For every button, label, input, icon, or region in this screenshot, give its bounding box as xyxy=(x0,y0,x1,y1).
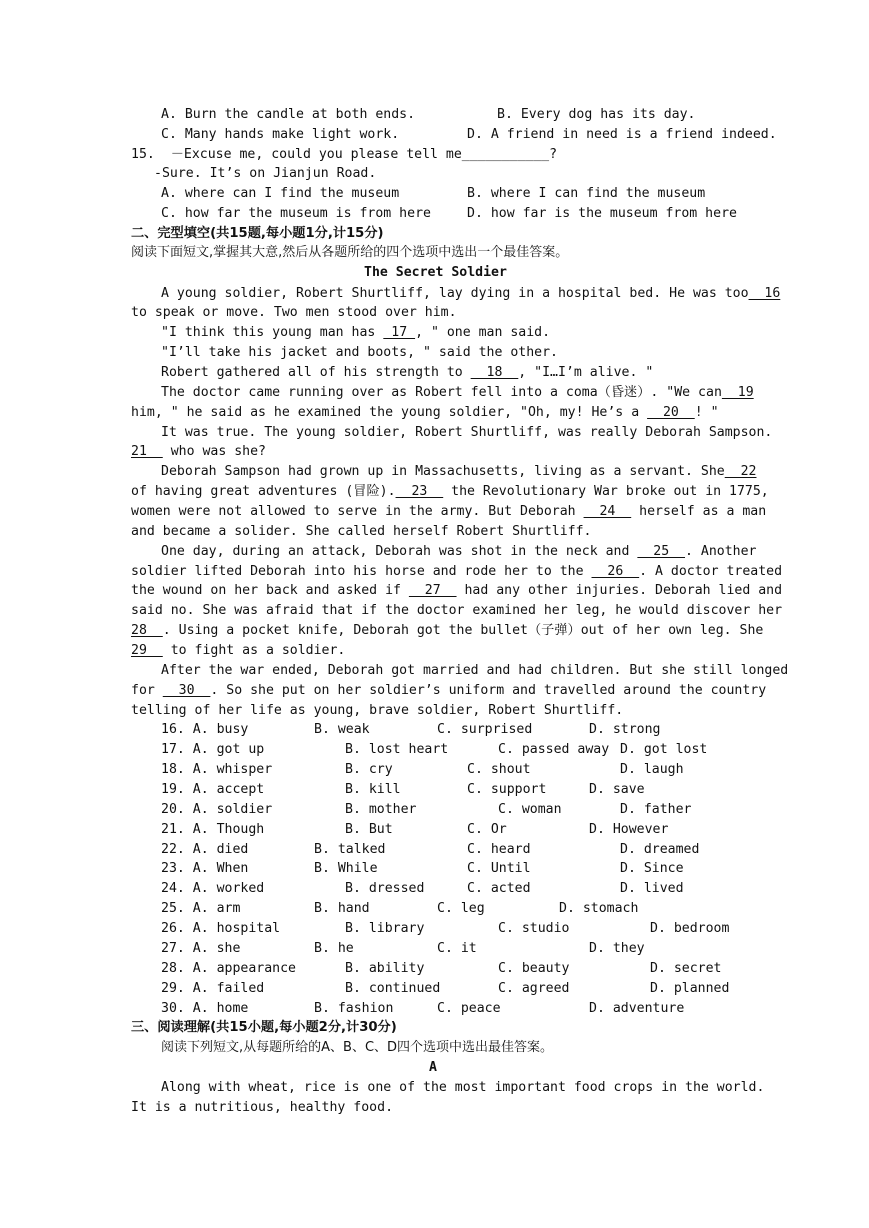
reading-line: Along with wheat, rice is one of the most important food crops in the world. xyxy=(161,1080,765,1095)
passage-line: "I’ll take his jacket and boots, " said the other. xyxy=(161,345,558,360)
q14-option-d: D. A friend in need is a friend indeed. xyxy=(467,127,777,142)
q15-option-b: B. where I can find the museum xyxy=(467,186,706,201)
part-label: A xyxy=(429,1060,437,1075)
passage-line: women were not allowed to serve in the army. But Deborah 24 herself as a man xyxy=(131,504,767,519)
q15-stem: 15. －Excuse me, could you please tell me___________? xyxy=(131,147,558,162)
blank-25: 25 xyxy=(637,544,686,559)
q14-option-a: A. Burn the candle at both ends. xyxy=(161,107,416,122)
passage-line: of having great adventures (冒险). 23 the Revolutionary War broke out in 1775, xyxy=(131,484,769,499)
blank-17: 17 xyxy=(383,325,416,340)
blank-18: 18 xyxy=(470,365,519,380)
passage-line: 21 who was she? xyxy=(131,444,266,459)
passage-line: Robert gathered all of his strength to 18 , "I…I’m alive. " xyxy=(161,365,654,380)
passage-line: to speak or move. Two men stood over him. xyxy=(131,305,457,320)
passage-line: and became a solider. She called herself Robert Shurtliff. xyxy=(131,524,592,539)
passage-line: the wound on her back and asked if 27 had any other injuries. Deborah lied and xyxy=(131,583,783,598)
blank-19: 19 xyxy=(721,385,754,400)
q15-option-d: D. how far is the museum from here xyxy=(467,206,737,221)
blank-20: 20 xyxy=(647,405,695,420)
exam-page: A. Burn the candle at both ends. B. Every dog has its day. C. Many hands make light work. D. A friend in need is a friend indeed. 15. －Excuse me, could you please tell me___________? -Sure. It’s on Jianjun Road. A. where can I find the museum B. where I can find the museum C. how far the museum is from here D. how far is the museum from here 二、完型填空(共15题,每小题1分,计15分) 阅读下面短文,掌握其大意,然后从各题所给的四个选项中选出一个最佳答案。 The Secret Soldier A young soldier, Robert Shurtliff, lay dying in a hospital bed. He was too 16 to speak or move. Two men stood over him. "I think this young man has 17 , " one man said. "I’ll take his jacket and boots, " said the other. Robert gathered all of his strength to 18 , "I…I’m alive. " The doctor came running over as Robert fell into a coma（昏迷）. "We can 19 him, " he said as he examined the young soldier, "Oh, my! He’s a 20 ! " It was true. The young soldier, Robert Shurtliff, was really Deborah Sampson. 21 who was she? Deborah Sampson had grown up in Massachusetts, living as a servant. She 22 of having great adventures (冒险). 23 the Revolutionary War broke out in 1775, women were not allowed to serve in the army. But Deborah 24 herself as a man and became a solider. She called herself Robert Shurtliff. One day, during an attack, Deborah was shot in the neck and 25 . Another soldier lifted Deborah into his horse and rode her to the 26 . A doctor treated the wound on her back and asked if 27 had any other injuries. Deborah lied and said no. She was afraid that if the doctor examined her leg, he would discover her 28 . Using a pocket knife, Deborah got the bullet（子弹）out of her own leg. She 29 to fight as a soldier. After the war ended, Deborah got married and had children. But she still longed for 30 . So she put on her soldier’s uniform and travelled around the country telling of her life as young, brave soldier, Robert Shurtliff. 16. A. busy B. weak C. surprised D. strong 17. A. got up B. lost heart C. passed away D. got lost 18. A. whisper B. cry C. shout D. laugh 19. A. accept B. kill C. support D. save 20. A. soldier B. mother C. woman D. father 21. A. Though B. But C. Or D. However 22. A. died B. talked C. heard D. dreamed 23. A. When B. While C. Until D. Since 24. A. worked B. dressed C. acted D. lived 25. A. arm B. hand C. leg D. stomach 26. A. hospital B. library C. studio D. bedroom 27. A. she B. he C. it D. they 28. A. appearance B. ability C. beauty D. secret 29. A. failed B. continued C. agreed D. planned 30. A. home B. fashion C. peace D. adventure 三、阅读理解(共15小题,每小题2分,计30分) 阅读下列短文,从每题所给的A、B、C、D四个选项中选出最佳答案。 A Along with wheat, rice is one of the most important food crops in the world. It is a nutritious, healthy food. xyxy=(0,0,869,1228)
passage-line: One day, during an attack, Deborah was shot in the neck and 25 . Another xyxy=(161,544,757,559)
passage-line: telling of her life as young, brave soldier, Robert Shurtliff. xyxy=(131,703,624,718)
q15-option-c: C. how far the museum is from here xyxy=(161,206,431,221)
passage-line: 28 . Using a pocket knife, Deborah got the bullet（子弹）out of her own leg. She xyxy=(131,623,764,638)
blank-21: 21 xyxy=(131,444,163,459)
passage-title: The Secret Soldier xyxy=(364,265,507,280)
passage-line: After the war ended, Deborah got married and had children. But she still longed xyxy=(161,663,789,678)
q15-option-a: A. where can I find the museum xyxy=(161,186,400,201)
q14-option-b: B. Every dog has its day. xyxy=(497,107,696,122)
passage-line: The doctor came running over as Robert fell into a coma（昏迷）. "We can 19 xyxy=(161,383,737,403)
q15-reply: -Sure. It’s on Jianjun Road. xyxy=(154,166,377,181)
passage-line: A young soldier, Robert Shurtliff, lay dying in a hospital bed. He was too 16 xyxy=(161,284,737,304)
passage-line: him, " he said as he examined the young soldier, "Oh, my! He’s a 20 ! " xyxy=(131,405,719,420)
section2-heading: 二、完型填空(共15题,每小题1分,计15分) xyxy=(131,226,384,241)
passage-line: "I think this young man has 17 , " one man said. xyxy=(161,325,551,340)
passage-line: Deborah Sampson had grown up in Massachusetts, living as a servant. She 22 xyxy=(161,462,737,482)
passage-line: soldier lifted Deborah into his horse and rode her to the 26 . A doctor treated xyxy=(131,564,783,579)
section3-heading: 三、阅读理解(共15小题,每小题2分,计30分) xyxy=(131,1020,397,1035)
reading-line: It is a nutritious, healthy food. xyxy=(131,1100,394,1115)
q14-option-c: C. Many hands make light work. xyxy=(161,127,400,142)
blank-26: 26 xyxy=(591,564,640,579)
blank-16: 16 xyxy=(748,286,781,301)
section2-instruction: 阅读下面短文,掌握其大意,然后从各题所给的四个选项中选出一个最佳答案。 xyxy=(131,245,569,260)
passage-line: 29 to fight as a soldier. xyxy=(131,643,346,658)
blank-24: 24 xyxy=(583,504,632,519)
blank-23: 23 xyxy=(395,484,444,499)
passage-line: said no. She was afraid that if the doctor examined her leg, he would discover her xyxy=(131,603,783,618)
blank-27: 27 xyxy=(408,583,457,598)
blank-30: 30 xyxy=(162,683,211,698)
section3-instruction: 阅读下列短文,从每题所给的A、B、C、D四个选项中选出最佳答案。 xyxy=(161,1040,554,1055)
blank-22: 22 xyxy=(724,464,757,479)
blank-29: 29 xyxy=(131,643,163,658)
passage-line: It was true. The young soldier, Robert Shurtliff, was really Deborah Sampson. xyxy=(161,425,773,440)
blank-28: 28 xyxy=(131,623,163,638)
passage-line: for 30 . So she put on her soldier’s uniform and travelled around the country xyxy=(131,683,767,698)
